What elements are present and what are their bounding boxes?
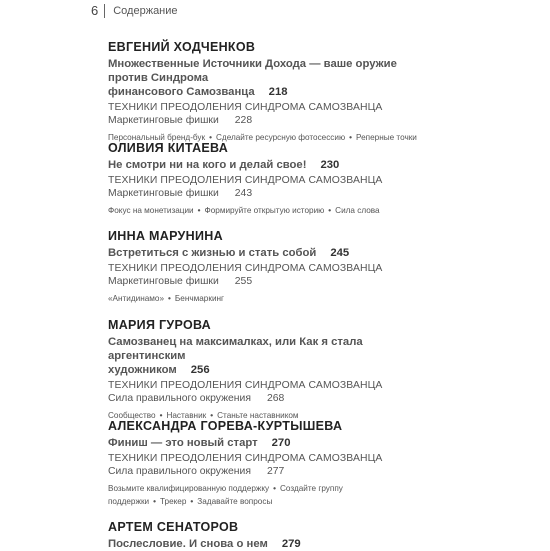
topic-tag: Сделайте ресурсную фотосессию bbox=[216, 133, 346, 142]
bullet-icon: • bbox=[197, 206, 201, 215]
subsection-page: 228 bbox=[234, 115, 253, 126]
subsection-label: Маркетинговые фишки bbox=[108, 276, 219, 287]
bullet-icon: • bbox=[168, 294, 171, 303]
chapter-title-line: Множественные Источники Дохода — ваше оружие против Синдрома bbox=[108, 58, 397, 84]
topic-tag: «Антидинамо» bbox=[108, 294, 165, 303]
section-heading: ТЕХНИКИ ПРЕОДОЛЕНИЯ СИНДРОМА САМОЗВАНЦА bbox=[108, 380, 383, 391]
subsection-entry[interactable] bbox=[108, 114, 428, 127]
subsection-label: Маркетинговые фишки bbox=[108, 115, 219, 126]
bullet-icon: • bbox=[328, 206, 332, 215]
chapter-title[interactable] bbox=[108, 57, 428, 99]
toc-entry bbox=[108, 419, 382, 508]
topic-tag: Реперные точки bbox=[356, 133, 417, 142]
author-name: ОЛИВИЯ КИТАЕВА bbox=[108, 141, 229, 155]
subsection-label: Сила правильного окружения bbox=[108, 466, 251, 477]
chapter-page: 279 bbox=[281, 538, 301, 550]
topic-tag: Трекер bbox=[159, 497, 187, 506]
bullet-icon: • bbox=[153, 497, 156, 506]
subsection-label: Сила правильного окружения bbox=[108, 393, 251, 404]
bullet-icon: • bbox=[349, 133, 352, 142]
topic-tags bbox=[108, 292, 382, 305]
bullet-icon: • bbox=[210, 411, 214, 420]
page-header bbox=[91, 3, 178, 18]
topic-tag: Персональный бренд-бук bbox=[108, 133, 206, 142]
chapter-title[interactable] bbox=[108, 335, 428, 377]
chapter-title[interactable] bbox=[108, 436, 382, 450]
toc-entry bbox=[108, 141, 382, 217]
author-name: ИННА МАРУНИНА bbox=[108, 229, 223, 243]
toc-entry bbox=[108, 520, 301, 551]
chapter-title-line: художником bbox=[108, 364, 177, 376]
chapter-page: 256 bbox=[190, 364, 210, 376]
header-divider bbox=[104, 4, 105, 18]
section-heading: ТЕХНИКИ ПРЕОДОЛЕНИЯ СИНДРОМА САМОЗВАНЦА bbox=[108, 453, 383, 464]
toc-entry bbox=[108, 229, 382, 305]
topic-tag: Задавайте вопросы bbox=[197, 497, 273, 506]
topic-tags bbox=[108, 482, 382, 508]
chapter-title[interactable] bbox=[108, 246, 382, 260]
chapter-page: 270 bbox=[271, 437, 291, 449]
topic-tag: Формируйте открытую историю bbox=[204, 206, 325, 215]
topic-tag: Сообщество bbox=[108, 411, 156, 420]
subsection-page: 268 bbox=[266, 393, 285, 404]
section-heading: ТЕХНИКИ ПРЕОДОЛЕНИЯ СИНДРОМА САМОЗВАНЦА bbox=[108, 175, 383, 186]
chapter-title-line: Послесловие. И снова о нем bbox=[108, 538, 268, 550]
topic-tag: Станьте наставником bbox=[217, 411, 299, 420]
chapter-page: 218 bbox=[268, 86, 288, 98]
subsection-entry[interactable] bbox=[108, 392, 428, 405]
chapter-title[interactable] bbox=[108, 537, 301, 551]
chapter-title-line: Финиш — это новый старт bbox=[108, 437, 258, 449]
chapter-page: 230 bbox=[320, 159, 340, 171]
topic-tags bbox=[108, 204, 382, 217]
bullet-icon: • bbox=[209, 133, 212, 142]
author-name: ЕВГЕНИЙ ХОДЧЕНКОВ bbox=[108, 40, 256, 54]
chapter-title-line: финансового Самозванца bbox=[108, 86, 255, 98]
toc-entry bbox=[108, 318, 428, 422]
bullet-icon: • bbox=[273, 484, 277, 493]
topic-tag: поддержки bbox=[108, 497, 150, 506]
section-title: Содержание bbox=[113, 4, 178, 17]
topic-tag: Бенчмаркинг bbox=[174, 294, 225, 303]
subsection-page: 277 bbox=[266, 466, 285, 477]
subsection-page: 243 bbox=[234, 188, 253, 199]
bullet-icon: • bbox=[159, 411, 163, 420]
author-name: АЛЕКСАНДРА ГОРЕВА-КУРТЫШЕВА bbox=[108, 419, 343, 433]
subsection-label: Маркетинговые фишки bbox=[108, 188, 219, 199]
chapter-title-line: Встретиться с жизнью и стать собой bbox=[108, 247, 317, 259]
subsection-entry[interactable] bbox=[108, 187, 382, 200]
topic-tag: Создайте группу bbox=[280, 484, 343, 493]
subsection-page: 255 bbox=[234, 276, 253, 287]
chapter-page: 245 bbox=[330, 247, 350, 259]
subsection-entry[interactable] bbox=[108, 465, 382, 478]
subsection-entry[interactable] bbox=[108, 275, 382, 288]
toc-entry bbox=[108, 40, 428, 144]
chapter-title-line: Не смотри ни на кого и делай свое! bbox=[108, 159, 307, 171]
chapter-title-line: Самозванец на максималках, или Как я стала аргентинским bbox=[108, 336, 363, 362]
author-name: АРТЕМ СЕНАТОРОВ bbox=[108, 520, 239, 534]
author-name: МАРИЯ ГУРОВА bbox=[108, 318, 212, 332]
chapter-title[interactable] bbox=[108, 158, 382, 172]
topic-tag: Наставник bbox=[166, 411, 207, 420]
topic-tag: Сила слова bbox=[335, 206, 380, 215]
topic-tag: Возьмите квалифицированную поддержку bbox=[108, 484, 270, 493]
page-number: 6 bbox=[91, 3, 99, 18]
topic-tag: Фокус на монетизации bbox=[108, 206, 194, 215]
section-heading: ТЕХНИКИ ПРЕОДОЛЕНИЯ СИНДРОМА САМОЗВАНЦА bbox=[108, 102, 383, 113]
section-heading: ТЕХНИКИ ПРЕОДОЛЕНИЯ СИНДРОМА САМОЗВАНЦА bbox=[108, 263, 383, 274]
bullet-icon: • bbox=[190, 497, 194, 506]
